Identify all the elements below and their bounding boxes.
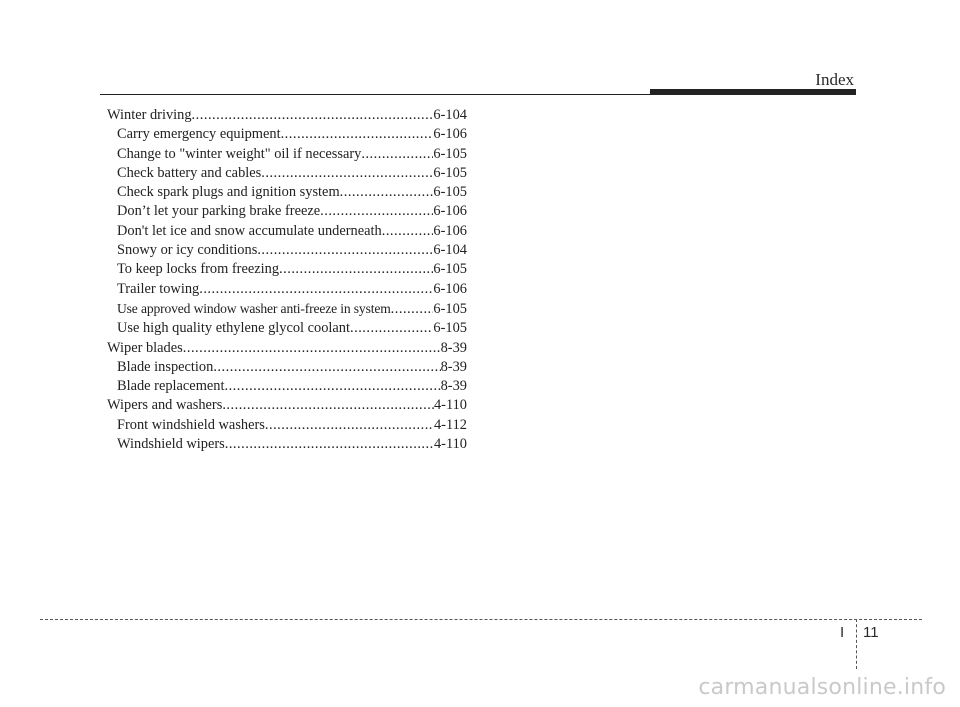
index-entry — [107, 299, 467, 319]
footer-rule — [40, 619, 922, 620]
index-entry — [107, 222, 467, 241]
header-title: Index — [815, 70, 854, 89]
index-entry — [107, 435, 467, 454]
index-entry-label: Check spark plugs and ignition system — [117, 184, 340, 201]
dot-leader — [192, 106, 434, 125]
dot-leader — [391, 300, 434, 319]
index-entry-label: Wiper blades — [107, 339, 183, 356]
index-entry-label: To keep locks from freezing — [117, 261, 280, 278]
index-entry-page: 8-39 — [440, 339, 467, 356]
index-entry-label: Don’t let your parking brake freeze — [117, 203, 321, 220]
footer-divider — [856, 619, 857, 669]
index-entry-label: Don't let ice and snow accumulate underneath — [117, 222, 382, 239]
index-entry — [107, 260, 467, 279]
index-entry — [107, 202, 467, 221]
index-entry — [107, 339, 467, 358]
index-entry-page: 6-106 — [433, 222, 467, 239]
index-entry — [107, 358, 467, 377]
index-entry — [107, 280, 467, 299]
index-entry-label: Wipers and washers — [107, 397, 223, 414]
dot-leader — [279, 260, 433, 279]
index-entry-page: 8-39 — [440, 358, 467, 375]
dot-leader — [265, 416, 434, 435]
dot-leader — [261, 164, 433, 183]
dot-leader — [183, 339, 441, 358]
index-entry — [107, 145, 467, 164]
index-entry-label: Blade replacement — [117, 378, 225, 395]
index-entry-label: Front windshield washers — [117, 416, 265, 433]
index-entry-label: Winter driving — [107, 107, 192, 123]
index-entry — [107, 396, 467, 415]
dot-leader — [225, 435, 434, 454]
index-entry — [107, 416, 467, 435]
header-rule — [100, 94, 652, 95]
index-entry-label: Use approved window washer anti-freeze in system — [117, 300, 391, 316]
dot-leader — [199, 280, 433, 299]
index-entry-label: Windshield wipers — [117, 436, 225, 453]
index-entry — [107, 106, 467, 125]
footer-page-number: 11 — [863, 624, 879, 641]
index-entry-page: 6-106 — [433, 280, 467, 297]
index-entry-page: 4-112 — [433, 416, 467, 433]
index-entry-page: 8-39 — [440, 378, 467, 395]
index-entry-page: 6-106 — [433, 126, 467, 143]
footer-section-letter: I — [840, 624, 845, 641]
index-entry-page: 6-104 — [433, 107, 467, 123]
index-entry-page: 6-105 — [433, 320, 467, 337]
index-entry-page: 6-105 — [433, 164, 467, 181]
index-entry-label: Carry emergency equipment — [117, 126, 281, 143]
index-entry — [107, 319, 467, 338]
index-entry-page: 6-104 — [433, 242, 467, 259]
index-entry-page: 4-110 — [433, 436, 467, 453]
index-entry-label: Blade inspection — [117, 358, 214, 375]
index-list — [107, 106, 467, 454]
index-entry-page: 6-105 — [433, 300, 467, 317]
index-entry — [107, 125, 467, 144]
dot-leader — [320, 202, 433, 221]
watermark: carmanualsonline.info — [698, 675, 946, 700]
index-entry-page: 6-106 — [433, 203, 467, 220]
dot-leader — [340, 183, 434, 202]
dot-leader — [213, 358, 440, 377]
index-entry-page: 6-105 — [433, 145, 467, 162]
index-entry-label: Snowy or icy conditions — [117, 242, 258, 259]
index-entry-label: Use high quality ethylene glycol coolant — [117, 320, 350, 337]
dot-leader — [224, 377, 440, 396]
dot-leader — [361, 145, 433, 164]
dot-leader — [222, 396, 434, 415]
dot-leader — [257, 241, 433, 260]
dot-leader — [350, 319, 433, 338]
index-entry-label: Check battery and cables — [117, 164, 262, 181]
index-entry-label: Trailer towing — [117, 280, 200, 297]
dot-leader — [382, 222, 434, 241]
index-entry — [107, 377, 467, 396]
index-entry-page: 6-105 — [433, 261, 467, 278]
dot-leader — [281, 125, 434, 144]
index-entry — [107, 241, 467, 260]
index-entry — [107, 164, 467, 183]
index-entry-page: 4-110 — [433, 397, 467, 414]
index-entry — [107, 183, 467, 202]
index-entry-page: 6-105 — [433, 184, 467, 201]
header-rule-accent — [650, 89, 856, 95]
index-entry-label: Change to "winter weight" oil if necessary — [117, 145, 362, 162]
